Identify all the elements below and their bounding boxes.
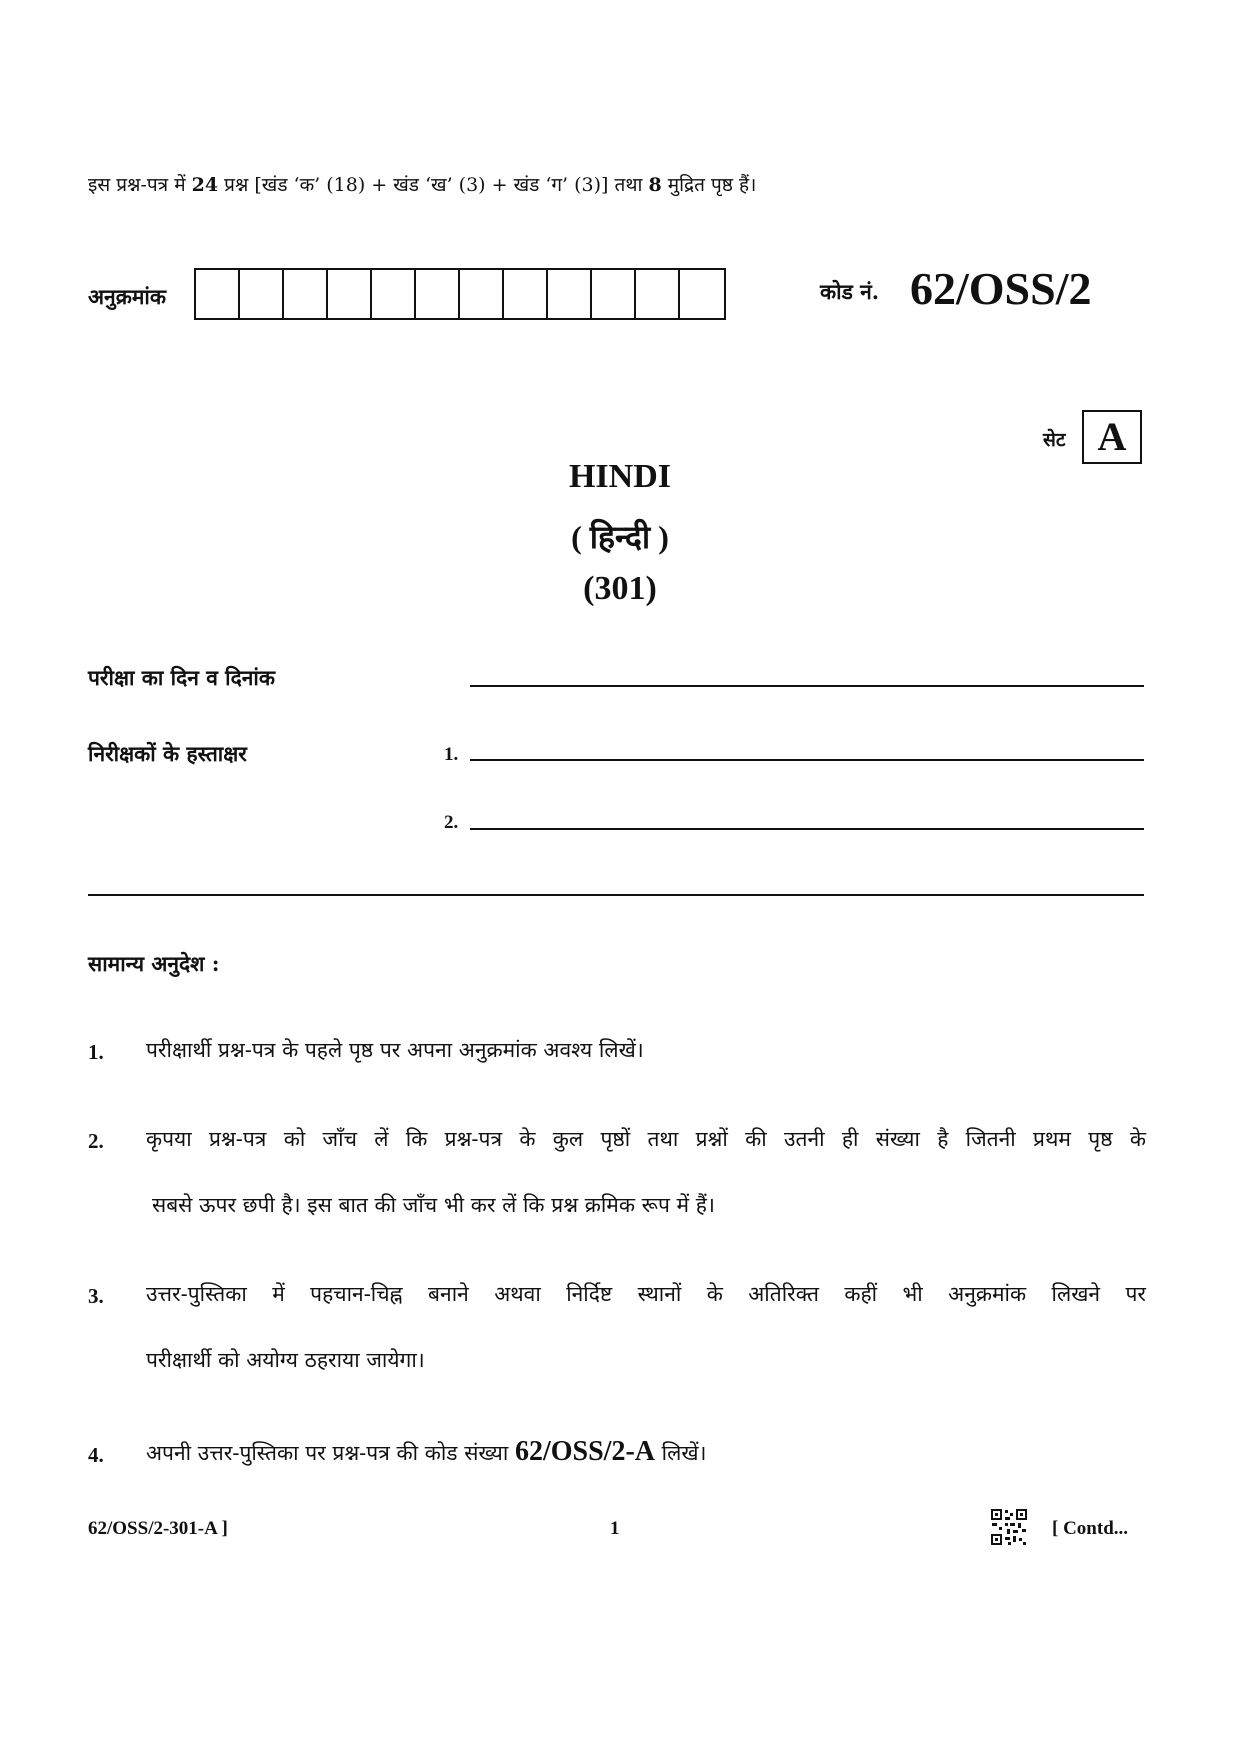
set-box: A bbox=[1082, 410, 1142, 464]
instruction-2-line-1: कृपया प्रश्न-पत्र को जाँच लें कि प्रश्न-पत्र के कुल पृष्ठों तथा प्रश्नों की उतनी ही संख्या है जितनी प्रथम पृष्ठ के bbox=[146, 1127, 1146, 1151]
invigilator-2-number: 2. bbox=[444, 812, 459, 833]
instructions-title: सामान्य अनुदेश : bbox=[88, 951, 220, 976]
roll-number-box[interactable] bbox=[328, 270, 372, 318]
roll-number-box[interactable] bbox=[504, 270, 548, 318]
code-number: 62/OSS/2 bbox=[910, 263, 1092, 314]
instruction-4-code: 62/OSS/2-A bbox=[514, 1436, 655, 1467]
roll-number-box[interactable] bbox=[416, 270, 460, 318]
roll-number-box[interactable] bbox=[460, 270, 504, 318]
roll-number-box[interactable] bbox=[592, 270, 636, 318]
invigilator-1-number: 1. bbox=[444, 744, 459, 765]
set-label: सेट bbox=[1043, 429, 1066, 451]
instruction-3-line-1: उत्तर-पुस्तिका में पहचान-चिह्न बनाने अथवा निर्दिष्ट स्थानों के अतिरिक्त कहीं भी अनुक्रमांक लिखने पर bbox=[146, 1282, 1146, 1306]
instruction-4-text: अपनी उत्तर-पुस्तिका पर प्रश्न-पत्र की कोड संख्या 62/OSS/2-A लिखें। bbox=[146, 1436, 707, 1467]
qr-code-icon bbox=[990, 1508, 1028, 1546]
instruction-4-number: 4. bbox=[88, 1443, 104, 1467]
roll-number-box[interactable] bbox=[240, 270, 284, 318]
instruction-3-line-2: परीक्षार्थी को अयोग्य ठहराया जायेगा। bbox=[146, 1348, 425, 1372]
invigilator-2-signature-line[interactable] bbox=[470, 828, 1144, 830]
exam-date-line[interactable] bbox=[470, 685, 1144, 687]
subject-title-hindi: ( हिन्दी ) bbox=[571, 519, 669, 555]
roll-number-box[interactable] bbox=[284, 270, 328, 318]
subject-code: (301) bbox=[583, 570, 657, 607]
footer-continued: [ Contd... bbox=[1052, 1518, 1129, 1539]
roll-number-box[interactable] bbox=[196, 270, 240, 318]
code-label: कोड नं. bbox=[820, 279, 880, 304]
instruction-2-line-2: सबसे ऊपर छपी है। इस बात की जाँच भी कर लें कि प्रश्न क्रमिक रूप में हैं। bbox=[152, 1193, 715, 1217]
roll-number-box[interactable] bbox=[548, 270, 592, 318]
paper-info-line: इस प्रश्न-पत्र में 24 प्रश्न [खंड ‘क’ (18) + खंड ‘ख’ (3) + खंड ‘ग’ (3)] तथा 8 मुद्रित पृष्ठ हैं। bbox=[88, 174, 757, 196]
invigilator-1-signature-line[interactable] bbox=[470, 759, 1144, 761]
section-divider bbox=[88, 894, 1144, 896]
roll-number-label: अनुक्रमांक bbox=[88, 284, 166, 309]
instruction-2-number: 2. bbox=[88, 1129, 104, 1153]
instruction-3-number: 3. bbox=[88, 1284, 104, 1308]
roll-number-box[interactable] bbox=[636, 270, 680, 318]
roll-number-boxes[interactable] bbox=[194, 268, 726, 320]
roll-number-box[interactable] bbox=[680, 270, 724, 318]
roll-number-box[interactable] bbox=[372, 270, 416, 318]
instruction-1-text: परीक्षार्थी प्रश्न-पत्र के पहले पृष्ठ पर अपना अनुक्रमांक अवश्य लिखें। bbox=[146, 1038, 644, 1062]
subject-title-english: HINDI bbox=[568, 458, 672, 495]
exam-date-label: परीक्षा का दिन व दिनांक bbox=[88, 665, 275, 690]
invigilator-label: निरीक्षकों के हस्ताक्षर bbox=[88, 741, 247, 766]
footer-page-number: 1 bbox=[610, 1518, 620, 1539]
footer-paper-code: 62/OSS/2-301-A ] bbox=[88, 1518, 228, 1539]
instruction-1-number: 1. bbox=[88, 1040, 104, 1064]
